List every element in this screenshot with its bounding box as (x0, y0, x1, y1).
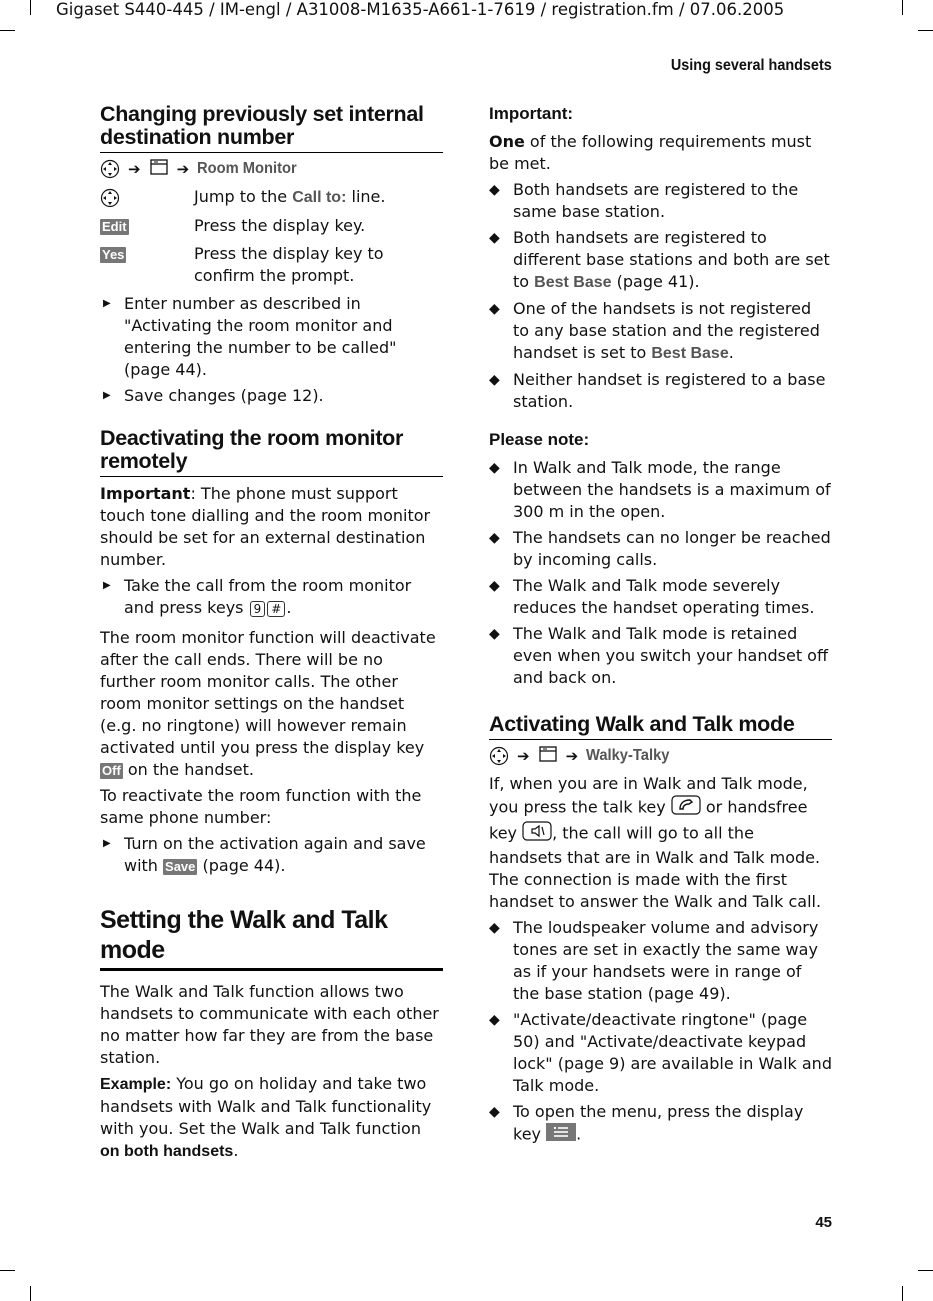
ui-label-call-to: Call to: (292, 189, 347, 206)
paragraph-text: If, when you are in Walk and Talk mode, you press the talk key (489, 774, 808, 817)
ui-label-best-base: Best Base (651, 345, 729, 362)
crop-mark (30, 1286, 31, 1301)
list-item-text: One of the handsets is not registered to any base station and the registered handset is set to (513, 299, 820, 362)
paragraph-text: or handsfree key (489, 797, 808, 843)
key-9-icon: 9 (250, 601, 266, 617)
list-item-text: Neither handset is registered to a base station. (513, 370, 826, 411)
page-number: 45 (815, 1214, 832, 1231)
instruction-list (100, 575, 443, 619)
list-item-text: Take the call from the room monitor and press keys (124, 576, 412, 617)
arrow-right-icon: ➔ (565, 747, 579, 765)
step-text: Jump to the (194, 187, 293, 206)
list-item-text: Both handsets are registered to the same base station. (513, 180, 799, 221)
paragraph-text: You go on holiday and take two handsets with Walk and Talk functionality with you. Set the Walk and Talk function (100, 1074, 432, 1138)
heading-deactivate: Deactivating the room monitor remotely (100, 427, 443, 477)
crop-mark (918, 30, 933, 31)
paragraph-text: The room monitor function will deactivate after the call ends. There will be no further room monitor calls. The other room monitor settings on the handset (e.g. no ringtone) will however remain activated until you press the display key (100, 628, 436, 757)
paragraph-text: . (233, 1141, 239, 1160)
handsfree-key-icon (522, 821, 552, 847)
subheading-important: Important: (489, 104, 574, 123)
list-item-text: Both handsets are registered to different base stations and both are set to (513, 228, 830, 291)
step-text: line. (346, 187, 386, 206)
crop-mark (902, 1286, 903, 1301)
paragraph-text: , the call will go to all the handsets that are in Walk and Talk mode. The connection is made with the first handset to answer the Walk and Talk call. (489, 823, 822, 911)
step-row (100, 243, 443, 287)
list-item-text: To open the menu, press the display key (513, 1102, 804, 1144)
important-label: Important (100, 484, 191, 503)
step-text: Press the display key. (194, 216, 366, 235)
list-item (489, 298, 832, 365)
list-item (100, 575, 443, 619)
arrow-right-icon: ➔ (128, 160, 141, 178)
arrow-right-icon: ➔ (176, 160, 190, 178)
menu-icon (149, 157, 169, 181)
navigation-key-icon (489, 746, 509, 767)
instruction-list (100, 293, 443, 407)
menu-icon (538, 744, 558, 768)
list-item (489, 369, 832, 413)
paragraph: To reactivate the room function with the same phone number: (100, 786, 422, 827)
softkey-edit: Edit (102, 219, 127, 234)
arrow-right-icon: ➔ (517, 747, 530, 765)
list-item-text: (page 41). (611, 272, 700, 291)
notes-list (489, 457, 832, 689)
list-item-text: . (576, 1124, 582, 1144)
heading-walk-and-talk: Setting the Walk and Talk mode (100, 905, 443, 971)
menu-item-room-monitor: Room Monitor (197, 160, 297, 177)
paragraph (100, 1073, 443, 1163)
list-item (100, 833, 443, 877)
softkey-off: Off (102, 763, 121, 778)
list-item: ◆ The Walk and Talk mode is retained even when you switch your handset off and back on. (489, 623, 832, 689)
crop-mark (902, 0, 903, 15)
list-item (489, 1101, 832, 1147)
key-hash-icon: # (267, 601, 285, 617)
section-header: Using several handsets (671, 57, 832, 74)
walk-talk-notes-list (489, 917, 832, 1147)
running-header: Gigaset S440-445 / IM-engl / A31008-M1635-A661-1-7619 / registration.fm / 07.06.2005 (56, 0, 785, 19)
left-column (100, 103, 443, 1167)
paragraph-text: on the handset. (122, 760, 255, 779)
list-item (489, 227, 832, 294)
paragraph-text: : The phone must support touch tone dialling and the room monitor should be set for an external destination number. (100, 484, 431, 569)
paragraph (100, 483, 443, 571)
navigation-key-icon (100, 187, 120, 206)
right-column (489, 103, 832, 1155)
emphasis-text: on both handsets (100, 1143, 234, 1160)
step-text: Press the display key to confirm the prompt. (194, 244, 384, 285)
instruction-list (100, 833, 443, 877)
list-item: ▶ Save changes (page 12). (100, 385, 443, 407)
list-item-text: . (286, 598, 292, 617)
ui-label-best-base: Best Base (534, 274, 612, 291)
heading-activate-walk-talk: Activating Walk and Talk mode (489, 713, 832, 740)
list-item: ◆ The loudspeaker volume and advisory tones are set in exactly the same way as if your handsets were in range of the base station (page 49). (489, 917, 832, 1005)
subheading-please-note: Please note: (489, 430, 590, 449)
menu-path (489, 743, 832, 769)
list-item (489, 179, 832, 223)
requirements-list (489, 179, 832, 413)
list-item: ◆ The Walk and Talk mode severely reduces the handset operating times. (489, 575, 832, 619)
talk-key-icon (671, 795, 701, 821)
crop-mark (0, 30, 15, 31)
list-item-text: . (728, 343, 734, 362)
menu-path (100, 156, 443, 182)
softkey-save: Save (165, 859, 196, 874)
step-row (100, 186, 443, 209)
paragraph (489, 773, 832, 913)
list-item-text: Turn on the activation again and save with (124, 834, 426, 875)
menu-softkey-icon (546, 1123, 576, 1147)
paragraph: The Walk and Talk function allows two handsets to communicate with each other no matter how far they are from the base station. (100, 982, 439, 1067)
menu-item-walky-talky: Walky-Talky (586, 747, 670, 764)
crop-mark (0, 1270, 15, 1271)
paragraph-text: of the following requirements must be met. (489, 132, 812, 173)
list-item: ◆ "Activate/deactivate ringtone" (page 50) and "Activate/deactivate keypad lock" (page 9) are available in Walk and Talk mode. (489, 1009, 832, 1097)
list-item: ◆ The handsets can no longer be reached by incoming calls. (489, 527, 832, 571)
example-label: Example: (100, 1076, 172, 1093)
crop-mark (918, 1270, 933, 1271)
emphasis-text: One (489, 132, 525, 151)
paragraph (100, 627, 443, 781)
softkey-yes: Yes (102, 247, 125, 262)
list-item-text: (page 44). (197, 856, 286, 875)
paragraph (489, 131, 832, 175)
heading-change-destination: Changing previously set internal destination number (100, 103, 443, 153)
navigation-key-icon (100, 159, 120, 180)
step-row (100, 215, 443, 237)
list-item: ◆ In Walk and Talk mode, the range between the handsets is a maximum of 300 m in the open. (489, 457, 832, 523)
crop-mark (30, 0, 31, 15)
list-item: ▶ Enter number as described in "Activating the room monitor and entering the number to be called" (page 44). (100, 293, 443, 381)
